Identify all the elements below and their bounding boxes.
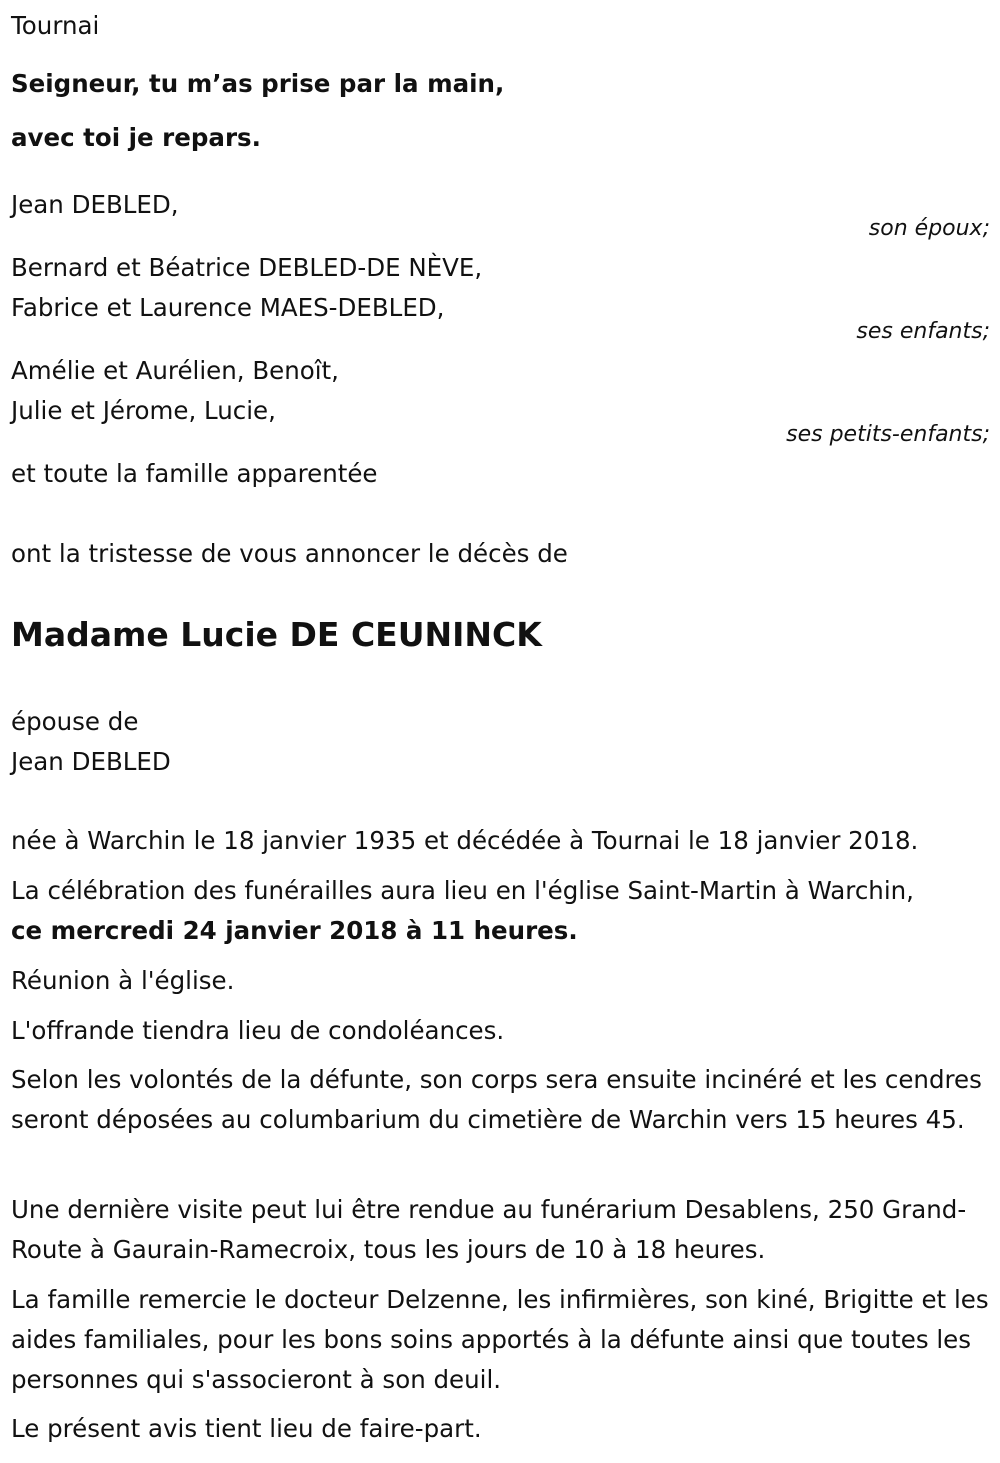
birth-death: née à Warchin le 18 janvier 1935 et décédée à Tournai le 18 janvier 2018. (11, 826, 919, 855)
children-line-1: Bernard et Béatrice DEBLED-DE NÈVE, (11, 253, 483, 282)
children-names (11, 248, 990, 328)
announcement: ont la tristesse de vous annoncer le décès de (11, 539, 568, 568)
grandchildren-role: ses petits-enfants; (786, 422, 990, 447)
grandchildren-line-1: Amélie et Aurélien, Benoît, (11, 356, 339, 385)
spouse-of-name: Jean DEBLED (11, 747, 171, 776)
funeral-text: La célébration des funérailles aura lieu en l'église Saint-Martin à Warchin, (11, 876, 914, 905)
grandchildren-names (11, 351, 990, 431)
thanks-note: La famille remercie le docteur Delzenne, les infirmières, son kiné, Brigitte et les aides familiales, pour les bons soins apportés à la défunte ainsi que toutes les personnes qui s'associeront à son deuil. (11, 1285, 989, 1394)
visit-note: Une dernière visite peut lui être rendue au funérarium Desablens, 250 Grand-Route à Gaurain-Ramecroix, tous les jours de 10 à 18 heures. (11, 1195, 967, 1264)
verse (11, 57, 990, 165)
spouse-name: Jean DEBLED, (11, 190, 179, 219)
extended-family: et toute la famille apparentée (11, 459, 378, 488)
city-name: Tournai (11, 11, 100, 40)
grandchildren-line-2: Julie et Jérome, Lucie, (11, 396, 276, 425)
notice-note: Le présent avis tient lieu de faire-part. (11, 1414, 482, 1443)
verse-line-1: Seigneur, tu m’as prise par la main, (11, 69, 505, 98)
spouse-of-label: épouse de (11, 707, 139, 736)
verse-line-2: avec toi je repars. (11, 123, 261, 152)
cremation-note: Selon les volontés de la défunte, son corps sera ensuite incinéré et les cendres seront déposées au columbarium du cimetière de Warchin vers 15 heures 45. (11, 1065, 982, 1134)
spouse-of (11, 702, 990, 782)
spouse-role: son époux; (868, 216, 990, 241)
children-line-2: Fabrice et Laurence MAES-DEBLED, (11, 293, 445, 322)
funeral-info (11, 871, 990, 951)
deceased-name: Madame Lucie DE CEUNINCK (11, 615, 542, 654)
funeral-date: ce mercredi 24 janvier 2018 à 11 heures. (11, 916, 578, 945)
children-role: ses enfants; (856, 319, 990, 344)
city (11, 6, 990, 46)
meeting-note: Réunion à l'église. (11, 966, 235, 995)
offering-note: L'offrande tiendra lieu de condoléances. (11, 1016, 505, 1045)
